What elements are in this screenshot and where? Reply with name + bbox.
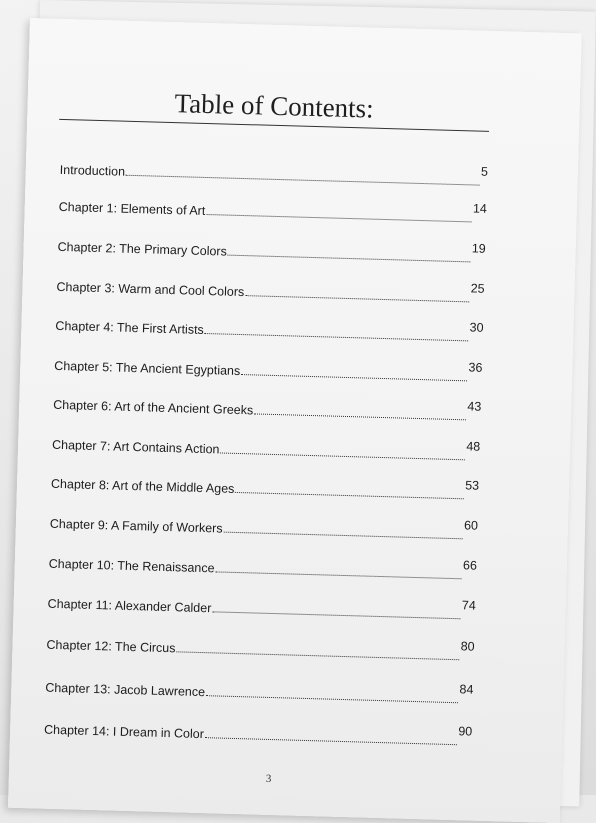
toc-entry-label: Introduction <box>59 162 126 179</box>
dot-leader <box>220 452 465 460</box>
toc-entry-page: 43 <box>467 399 482 414</box>
toc-entry-page: 25 <box>470 281 485 296</box>
toc-entry <box>49 551 477 583</box>
document-page <box>8 18 582 823</box>
table-of-contents <box>8 18 582 823</box>
toc-entry <box>51 471 479 503</box>
toc-entry <box>50 511 478 543</box>
toc-entry-page: 36 <box>468 360 483 375</box>
toc-entry-label: Chapter 8: Art of the Middle Ages <box>50 476 235 496</box>
toc-entry <box>60 157 488 189</box>
toc-entry-page: 84 <box>459 682 474 697</box>
page-title: Table of Contents: <box>174 88 375 124</box>
toc-entry-page: 53 <box>465 478 480 493</box>
toc-entry-page: 90 <box>458 724 473 739</box>
toc-entry-label: Chapter 11: Alexander Calder <box>47 596 212 616</box>
dot-leader <box>206 214 471 222</box>
dot-leader <box>254 413 466 420</box>
toc-entry-page: 19 <box>471 241 486 256</box>
toc-entry <box>53 392 481 424</box>
dot-leader <box>215 571 461 579</box>
toc-entry <box>45 675 473 707</box>
toc-entry-label: Chapter 14: I Dream in Color <box>43 722 205 742</box>
dot-leader <box>176 651 459 660</box>
dot-leader <box>212 611 460 619</box>
toc-entry-page: 14 <box>472 201 488 216</box>
toc-entry-label: Chapter 10: The Renaissance <box>48 556 215 576</box>
dot-leader <box>206 695 458 703</box>
dot-leader <box>245 295 469 302</box>
dot-leader <box>205 333 469 341</box>
toc-entry-page: 5 <box>480 164 489 179</box>
toc-entry-label: Chapter 4: The First Artists <box>55 318 204 337</box>
dot-leader <box>235 492 464 499</box>
toc-entry <box>55 313 483 345</box>
toc-entry-page: 48 <box>466 439 481 454</box>
toc-entry <box>46 632 474 664</box>
toc-entry-label: Chapter 1: Elements of Art <box>58 199 206 218</box>
dot-leader <box>205 737 457 745</box>
toc-entry-page: 80 <box>460 639 475 654</box>
toc-entry-label: Chapter 6: Art of the Ancient Greeks <box>53 397 254 418</box>
toc-entry-page: 60 <box>463 518 479 533</box>
toc-entry <box>47 591 475 623</box>
toc-entry-label: Chapter 2: The Primary Colors <box>57 239 228 259</box>
toc-entry <box>56 274 484 306</box>
toc-entry-label: Chapter 5: The Ancient Egyptians <box>54 358 241 379</box>
dot-leader <box>241 374 467 381</box>
toc-entry-label: Chapter 13: Jacob Lawrence <box>45 680 206 700</box>
toc-entry <box>54 353 482 385</box>
toc-entry <box>52 432 480 464</box>
toc-entry <box>57 234 485 266</box>
dot-leader <box>228 255 471 263</box>
toc-entry-page: 66 <box>462 558 478 573</box>
toc-entry-page: 74 <box>461 598 476 613</box>
toc-entry <box>44 717 472 749</box>
toc-entry-page: 30 <box>469 320 484 335</box>
dot-leader <box>126 175 480 186</box>
toc-entry-label: Chapter 12: The Circus <box>46 637 176 656</box>
toc-entry-label: Chapter 3: Warm and Cool Colors <box>56 279 245 300</box>
dot-leader <box>223 532 462 540</box>
page-number: 3 <box>265 772 272 786</box>
toc-entry <box>59 194 487 226</box>
toc-entry-label: Chapter 7: Art Contains Action <box>51 437 220 457</box>
toc-entry-label: Chapter 9: A Family of Workers <box>49 516 223 536</box>
